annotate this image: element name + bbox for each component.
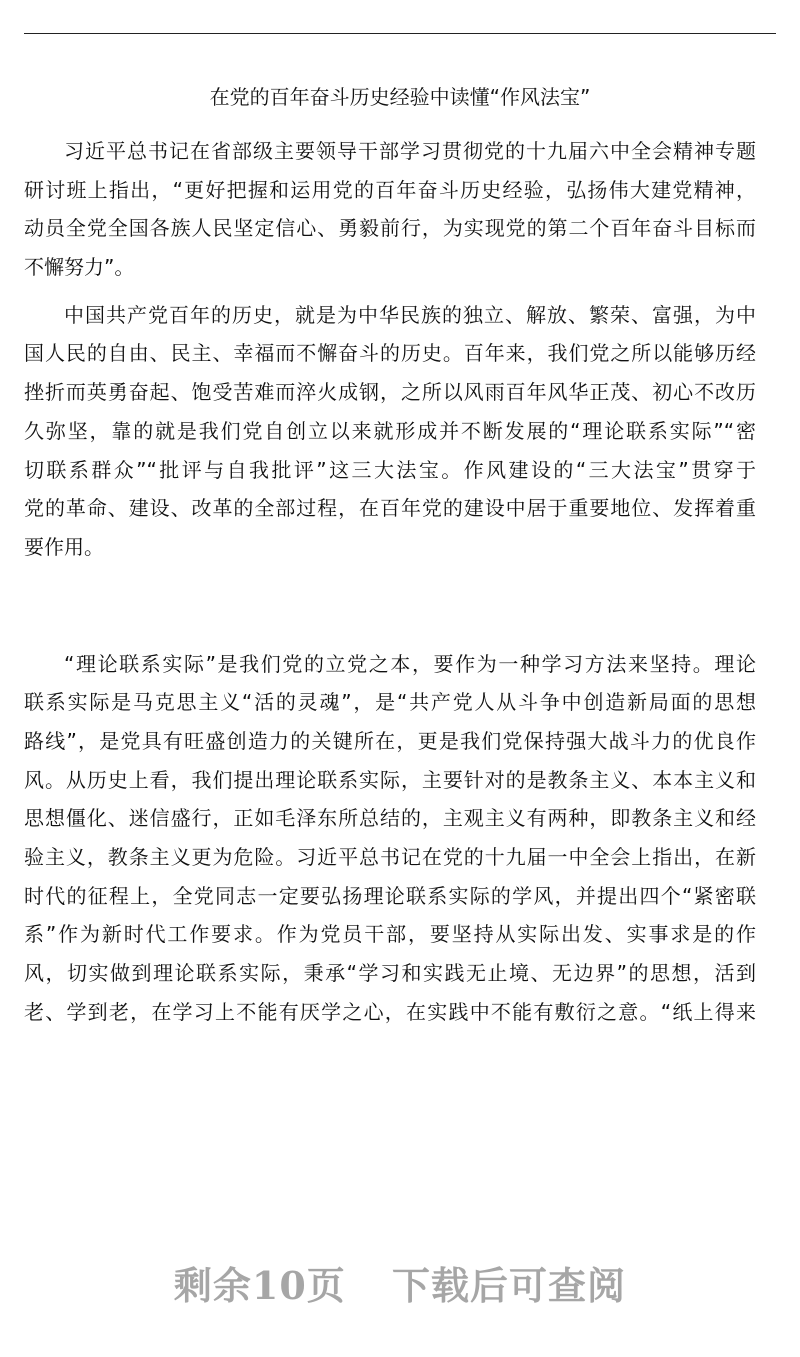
text-line: 老、学到老，在学习上不能有厌学之心，在实践中不能有敷衍之意。“纸上得来: [24, 999, 756, 1024]
text-line: 习近平总书记在省部级主要领导干部学习贯彻党的十九届六中全会精神专题: [64, 139, 756, 163]
text-line: 风。从历史上看，我们提出理论联系实际，主要针对的是教条主义、本本主义和: [24, 767, 756, 792]
text-line: 时代的征程上，全党同志一定要弘扬理论联系实际的学风，并提出四个“紧密联: [24, 883, 756, 908]
header-rule: [24, 33, 776, 34]
download-prompt-text[interactable]: 下载后可查阅: [392, 1263, 627, 1308]
download-banner[interactable]: [0, 1255, 800, 1310]
paragraph: [24, 645, 756, 1032]
document-title: 在党的百年奋斗历史经验中读懂“作风法宝”: [209, 85, 591, 109]
text-line: 久弥坚，靠的就是我们党自创立以来就形成并不断发展的“理论联系实际”“密: [24, 418, 756, 443]
text-line: 研讨班上指出，“更好把握和运用党的百年奋斗历史经验，弘扬伟大建党精神，: [24, 177, 756, 202]
text-line: 联系实际是马克思主义“活的灵魂”，是“共产党人从斗争中创造新局面的思想: [24, 690, 756, 715]
text-line: 思想僵化、迷信盛行，正如毛泽东所总结的，主观主义有两种，即教条主义和经: [24, 806, 756, 831]
text-line: 切联系群众”“批评与自我批评”这三大法宝。作风建设的“三大法宝”贯穿于: [24, 457, 756, 482]
text-line: 验主义，教条主义更为危险。习近平总书记在党的十九届一中全会上指出，在新: [24, 845, 756, 869]
text-line: 挫折而英勇奋起、饱受苦难而淬火成钢，之所以风雨百年风华正茂、初心不改历: [24, 380, 756, 405]
document-body: [24, 132, 756, 1031]
text-line: 党的革命、建设、改革的全部过程，在百年党的建设中居于重要地位、发挥着重: [24, 496, 756, 521]
text-line: “理论联系实际”是我们党的立党之本，要作为一种学习方法来坚持。理论: [64, 651, 756, 676]
paragraph: [24, 132, 756, 287]
text-line: 路线”，是党具有旺盛创造力的关键所在，更是我们党保持强大战斗力的优良作: [24, 728, 756, 753]
text-line: 中国共产党百年的历史，就是为中华民族的独立、解放、繁荣、富强，为中: [64, 302, 756, 327]
text-line: 不懈努力”。: [24, 255, 135, 280]
text-line: 动员全党全国各族人民坚定信心、勇毅前行，为实现党的第二个百年奋斗目标而: [24, 216, 756, 241]
text-line: 国人民的自由、民主、幸福而不懈奋斗的历史。百年来，我们党之所以能够历经: [24, 341, 756, 366]
text-line: 风，切实做到理论联系实际，秉承“学习和实践无止境、无边界”的思想，活到: [24, 961, 756, 986]
paragraph: [24, 296, 756, 567]
text-line: 系”作为新时代工作要求。作为党员干部，要坚持从实际出发、实事求是的作: [24, 922, 756, 947]
text-line: 要作用。: [24, 534, 104, 559]
remaining-pages-text: 剩余10页: [173, 1263, 346, 1308]
